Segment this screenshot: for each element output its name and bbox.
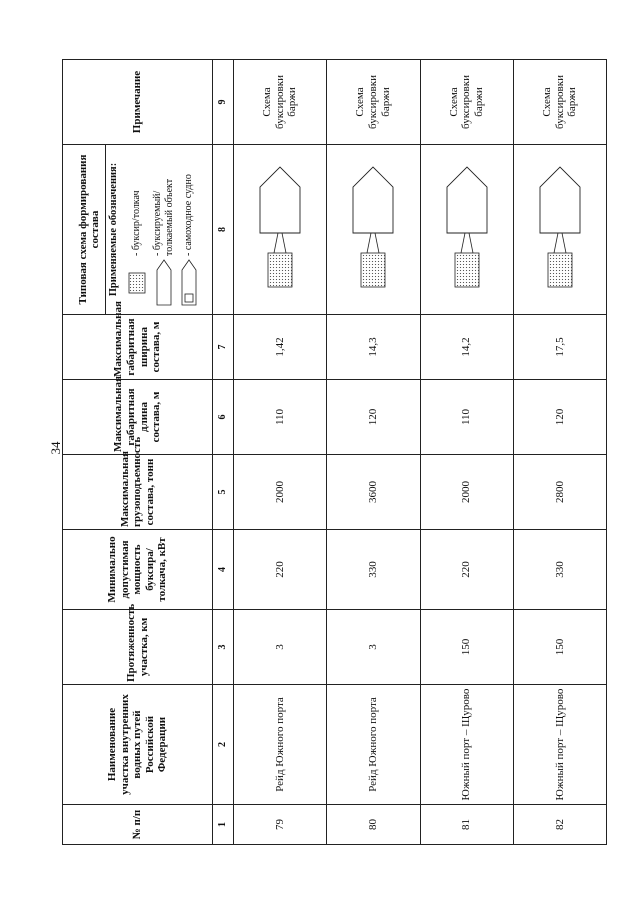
note: Схема буксировки баржи	[234, 60, 327, 145]
convoy-scheme	[513, 145, 606, 315]
max-width: 1,42	[234, 315, 327, 380]
min-power: 220	[234, 530, 327, 610]
legend-self-label: - самоходное судно	[183, 174, 195, 256]
header-note: Примечание	[63, 60, 213, 145]
convoy-table	[62, 59, 607, 845]
max-capacity: 3600	[327, 455, 420, 530]
col-number: 6	[213, 380, 234, 455]
col-number: 2	[213, 685, 234, 805]
max-width: 14,2	[420, 315, 513, 380]
legend	[106, 145, 201, 314]
max-width: 14,3	[327, 315, 420, 380]
header-scheme-title: Типовая схема формирования состава	[74, 145, 106, 314]
max-width: 17,5	[513, 315, 606, 380]
col-number: 1	[213, 805, 234, 845]
col-number: 8	[213, 145, 234, 315]
max-length: 110	[234, 380, 327, 455]
page-number: 34	[48, 441, 63, 455]
section-name: Рейд Южного порта	[234, 685, 327, 805]
table-row	[420, 60, 513, 845]
convoy-scheme	[420, 145, 513, 315]
section-name: Рейд Южного порта	[327, 685, 420, 805]
header-length: Протяженность участка, км	[63, 610, 213, 685]
column-numbers-row	[213, 60, 234, 845]
col-number: 5	[213, 455, 234, 530]
max-length: 120	[513, 380, 606, 455]
section-length: 3	[327, 610, 420, 685]
table-row	[513, 60, 606, 845]
towing-scheme-diagram	[341, 160, 405, 300]
tug-legend-icon	[126, 268, 148, 298]
row-number: 80	[327, 805, 420, 845]
section-name: Южный порт – Щурово	[513, 685, 606, 805]
max-length: 120	[327, 380, 420, 455]
towing-scheme-diagram	[435, 160, 499, 300]
min-power: 330	[327, 530, 420, 610]
max-capacity: 2000	[234, 455, 327, 530]
header-max-length: Максимальная габаритная длина состава, м	[63, 380, 213, 455]
section-length: 3	[234, 610, 327, 685]
tow-legend-icon	[154, 258, 174, 308]
header-power: Минимально допустимая мощность буксира/толкача, кВт	[63, 530, 213, 610]
max-capacity: 2000	[420, 455, 513, 530]
row-number: 82	[513, 805, 606, 845]
header-max-width: Максимальная габаритная ширина состава, м	[63, 315, 213, 380]
convoy-scheme	[327, 145, 420, 315]
legend-tug-label: - буксир/толкач	[131, 190, 143, 256]
towing-scheme-diagram	[528, 160, 592, 300]
col-number: 3	[213, 610, 234, 685]
row-number: 81	[420, 805, 513, 845]
legend-title: Применяемые обозначения:	[108, 162, 120, 297]
self-propelled-legend-icon	[179, 258, 199, 308]
row-number: 79	[234, 805, 327, 845]
table-row	[327, 60, 420, 845]
max-length: 110	[420, 380, 513, 455]
col-number: 4	[213, 530, 234, 610]
header-capacity: Максимальная грузоподъемность состава, тонн	[63, 455, 213, 530]
section-length: 150	[420, 610, 513, 685]
max-capacity: 2800	[513, 455, 606, 530]
section-length: 150	[513, 610, 606, 685]
note: Схема буксировки баржи	[327, 60, 420, 145]
convoy-scheme	[234, 145, 327, 315]
section-name: Южный порт – Щурово	[420, 685, 513, 805]
rotated-table-container	[62, 60, 607, 845]
min-power: 220	[420, 530, 513, 610]
table-row	[234, 60, 327, 845]
legend-tow-label: - буксируемый/ толкаемый объект	[152, 178, 175, 256]
min-power: 330	[513, 530, 606, 610]
col-number: 7	[213, 315, 234, 380]
header-scheme	[63, 145, 213, 315]
towing-scheme-diagram	[248, 160, 312, 300]
header-number: № п/п	[63, 805, 213, 845]
col-number: 9	[213, 60, 234, 145]
note: Схема буксировки баржи	[513, 60, 606, 145]
header-section: Наименование участка внутренних водных путей Российской Федерации	[63, 685, 213, 805]
note: Схема буксировки баржи	[420, 60, 513, 145]
